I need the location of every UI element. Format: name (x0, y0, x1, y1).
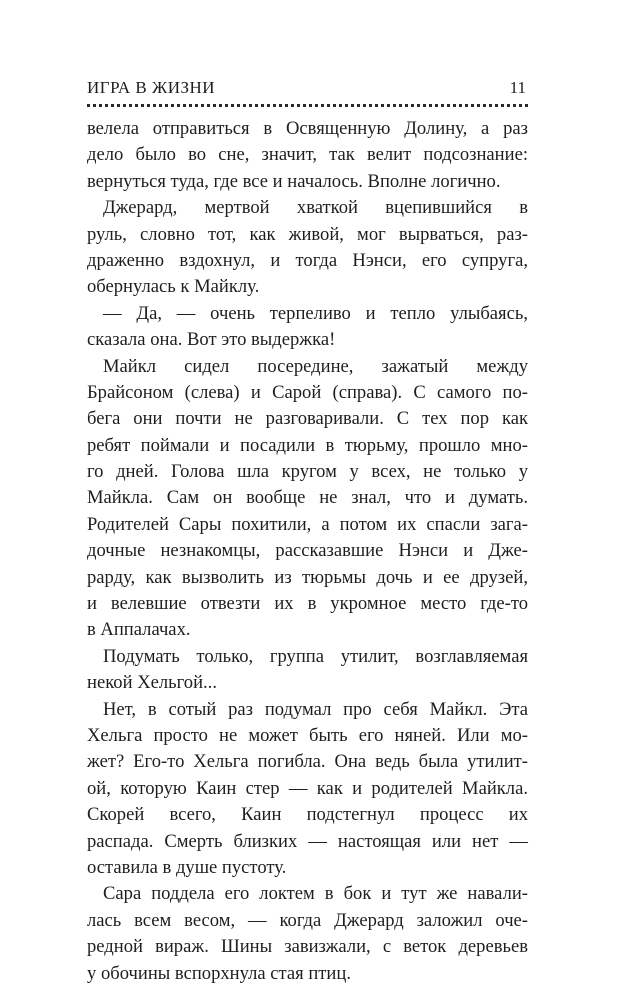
text-line: Нет, в сотый раз подумал про себя Майкл. Эта (103, 698, 528, 720)
running-header (87, 76, 528, 100)
paragraph (87, 354, 528, 644)
paragraph (87, 301, 528, 354)
header-dotted-rule (87, 104, 528, 107)
text-line: руль, словно тот, как живой, мог вырваться, раз- (87, 223, 528, 245)
text-line: бега они почти не разговаривали. С тех пор как (87, 408, 528, 430)
text-line: у обочины вспорхнула стая птиц. (87, 962, 351, 984)
text-line: Майкла. Сам он вообще не знал, что и думать. (87, 487, 528, 509)
text-line: ой, которую Каин стер — как и родителей Майкла. (87, 777, 528, 799)
text-line: рарду, как вызволить из тюрьмы дочь и ее друзей, (87, 566, 528, 588)
text-line: драженно вздохнул, и тогда Нэнси, его супруга, (87, 249, 528, 271)
text-line: Брайсоном (слева) и Сарой (справа). С самого по- (87, 381, 528, 403)
body-text (87, 116, 528, 987)
text-line: некой Хельгой... (87, 672, 217, 694)
paragraph (87, 644, 528, 697)
text-line: редной вираж. Шины завизжали, с веток деревьев (87, 936, 528, 958)
text-line: и велевшие отвезти их в укромное место где-то (87, 593, 528, 615)
text-line: дочные незнакомцы, рассказавшие Нэнси и Дже- (87, 540, 528, 562)
paragraph (87, 195, 528, 301)
paragraph (87, 697, 528, 882)
text-line: Сара поддела его локтем в бок и тут же навали- (103, 883, 528, 905)
text-line: оставила в душе пустоту. (87, 856, 287, 878)
page-number: 11 (509, 78, 526, 97)
text-line: Джерард, мертвой хваткой вцепившийся в (103, 197, 528, 219)
paragraph (87, 116, 528, 195)
text-line: го дней. Голова шла кругом у всех, не только у (87, 461, 528, 483)
text-line: дело было во сне, значит, так велит подсознание: (87, 144, 528, 166)
text-line: Подумать только, группа утилит, возглавляемая (103, 645, 528, 667)
text-line: жет? Его-то Хельга погибла. Она ведь была утилит- (87, 751, 528, 773)
text-line: Скорей всего, Каин подстегнул процесс их (87, 804, 528, 826)
text-line: обернулась к Майклу. (87, 276, 260, 298)
text-line: в Аппалачах. (87, 619, 191, 641)
text-line: распада. Смерть близких — настоящая или нет — (87, 830, 528, 852)
text-line: Хельга просто не может быть его няней. Или мо- (87, 724, 528, 746)
text-line: Родителей Сары похитили, а потом их спасли зага- (87, 513, 528, 535)
text-line: ребят поймали и посадили в тюрьму, прошло мно- (87, 434, 528, 456)
text-line: Майкл сидел посередине, зажатый между (103, 355, 528, 377)
text-line: сказала она. Вот это выдержка! (87, 329, 336, 351)
running-title: ИГРА В ЖИЗНИ (87, 78, 216, 97)
paragraph (87, 881, 528, 987)
text-line: — Да, — очень терпеливо и тепло улыбаясь, (103, 302, 528, 324)
text-line: лась всем весом, — когда Джерард заложил оче- (87, 909, 528, 931)
text-line: велела отправиться в Освященную Долину, а раз (87, 118, 528, 139)
text-line: вернуться туда, где все и началось. Вполне логично. (87, 170, 501, 192)
